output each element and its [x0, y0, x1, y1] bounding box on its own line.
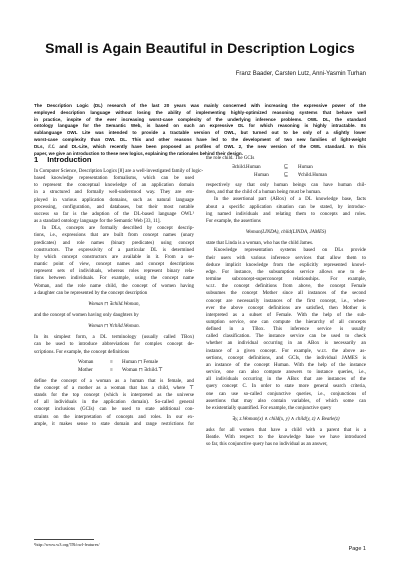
text-line: about a specific application situation can be stated, by introduc- [206, 204, 366, 210]
text-line: to represent the conceptual knowledge of an application domain [34, 183, 194, 189]
gci-row [206, 164, 366, 172]
text-line: an instance of the concept Human. With the help of the instance [206, 362, 366, 368]
definition-row [34, 367, 194, 375]
text-line: In Computer Science, Description Logics [8] are a well-investigated family of logic- [34, 169, 204, 174]
definition-rhs: Woman ⊓ ∃child.⊤ [122, 367, 163, 373]
text-line: define the concept of a woman as a human that is female, and [34, 378, 194, 384]
text-line: scriptions. For example, the concept definitions [34, 349, 130, 355]
text-line: Knowledge representation systems based on DLs provide [214, 248, 366, 254]
abstract-line: The Description Logic (DL) research of the last 20 years was mainly concerned with increasing the expressive power of the [34, 103, 366, 108]
text-line: called classification. The instance service can be used to check [206, 334, 366, 340]
text-line: can be used to introduce abbreviations for complex concept de- [34, 342, 194, 348]
section-heading [34, 155, 92, 164]
footnote: ¹http://www.w3.org/TR/owl-features/ [34, 542, 100, 547]
text-line: and the concept of women having only daughters by [34, 312, 139, 318]
gci-rhs: ∀child.Human [298, 173, 327, 179]
text-line: In its simplest form, a DL terminology (usually called TBox) [34, 335, 194, 341]
text-line: mantic point of view, concept names and concept descriptions [34, 262, 194, 268]
text-line: termine subconcept-superconcept relationships. For example, [206, 277, 366, 283]
gci-op: ⊑ [284, 165, 289, 171]
definition-op: ≡ [110, 367, 113, 373]
text-line: concept inclusions (GCIs) can be used to state additional con- [34, 407, 194, 413]
text-line: stands for the top concept (which is interpreted as the universe [34, 393, 194, 399]
text-line: Woman, and the role name child, the concept of women having [34, 283, 194, 289]
text-line: of all individuals in the application domain). So-called general [34, 400, 194, 406]
gci-block [206, 164, 366, 180]
text-line: based knowledge representation formalisms, which can be used [34, 176, 194, 182]
abstract [34, 103, 366, 157]
text-line: respectively say that only human beings can have human chil- [206, 183, 366, 189]
text-line: success so far is the adoption of the DL-based language OWL¹ [34, 211, 194, 217]
text-line: For example, the assertions [206, 218, 261, 224]
concept-definitions [34, 359, 194, 375]
text-line: edge. For instance, the subsumption service allows one to de- [206, 269, 366, 275]
abstract-line: paper, we give an introduction to these new logics, explaining the rationales behind their design. [34, 150, 243, 156]
text-line: ample, it makes sense to state domain and range restrictions for [34, 421, 194, 427]
text-line: dren, and that the child of a human being must be human. [206, 190, 322, 196]
text-line: w.r.t. the concept definitions from above, the concept Female [206, 284, 366, 290]
definition-lhs: Mother [78, 367, 93, 373]
text-line: Beatle. With respect to the knowledge base we have introduced [206, 435, 366, 441]
text-line: subsumes the concept Mother since all instances of the second [206, 291, 366, 297]
page-number: Page 1 [348, 546, 366, 552]
definition-row [34, 359, 194, 367]
section-title: Introduction [47, 155, 92, 164]
text-line: ever the above concept definitions are satisfied, then Mother is [206, 305, 366, 311]
gci-lhs: Human [254, 173, 269, 179]
text-line: their users with various inference services that allow them to [206, 255, 366, 261]
text-line: instance of a given concept. For example, w.r.t. the above as- [206, 348, 366, 354]
text-line: the concept of a mother as a woman that has a child, where ⊤ [34, 385, 194, 391]
formula: Woman ⊓ ∀child.Woman. [88, 324, 140, 330]
abstract-line: in practice, inspite of the ever increasing worst-case complexity of the underlying inference problems. OWL DL, the standard [34, 116, 366, 122]
text-line: whether an individual occurring in an ABox is necessarily an [206, 341, 366, 347]
text-line: be existentially quantified. For example, the conjunctive query [206, 405, 332, 411]
text-line: processing, configuration, and databases, but their most notable [34, 204, 194, 210]
text-line: query concept C. In order to state more general search criteria, [206, 384, 366, 390]
definition-rhs: Human ⊓ Female [122, 359, 159, 365]
gci-row [206, 172, 366, 180]
formula: ∃y, z.Woman(x) ∧ child(x, y) ∧ child(y, z) ∧ Beatle(z) [232, 417, 340, 422]
gci-rhs: Human [298, 165, 313, 171]
text-line: sertions, concept definitions, and GCIs, the individual JAMES is [206, 355, 366, 361]
text-line: sumption service, one can compute the hierarchy of all concepts [206, 319, 366, 325]
gci-lhs: ∃child.Human [232, 165, 261, 171]
text-line: tions, i.e., expressions that are built from concept names (unary [34, 233, 194, 239]
paper-authors: Franz Baader, Carsten Lutz, Anni-Yasmin Turhan [235, 71, 366, 77]
text-line: defined in a TBox. This inference service is usually [206, 327, 366, 333]
abstract-line: employed description language without losing the ability of implementing highly-optimized reasoning systems that behave well [34, 109, 366, 115]
text-line: In the assertional part (ABox) of a DL knowledge base, facts [214, 197, 366, 203]
footnote-rule [34, 539, 94, 540]
text-line: predicates) and role names (binary predicates) using concept [34, 240, 194, 246]
text-line: represent sets of individuals, whereas roles represent binary rela- [34, 269, 194, 275]
abstract-line: DLs, ℰℒ and DL-Lite, which recently have been proposed as profiles of OWL 2, the new version of the OWL standard. In this [34, 143, 366, 149]
text-line: interpreted as a subset of Female. With the help of the sub- [206, 312, 366, 318]
text-line: by which concept constructors are available in it. From a se- [34, 254, 194, 260]
paper-title: Small is Again Beautiful in Description Logics [45, 40, 355, 56]
gci-op: ⊑ [284, 173, 289, 179]
text-line: all individuals occurring in the ABox that are instances of the [206, 377, 366, 383]
text-line: constructors. The expressivity of a particular DL is determined [34, 247, 194, 253]
text-line: ing named individuals and relating them to concepts and roles. [206, 211, 366, 217]
text-line: assertions that may also contain variables, of which some can [206, 398, 366, 404]
text-line: In DLs, concepts are formally described by concept descrip- [42, 226, 194, 232]
definition-lhs: Woman [78, 359, 94, 365]
text-line: deduce implicit knowledge from the explicitly represented knowl- [206, 262, 366, 268]
right-column [206, 155, 366, 449]
formula: Woman(LINDA), child(LINDA, JAMES) [245, 230, 327, 236]
abstract-line: worst-case complexity than OWL DL. This and other reasons have led to the development of two new families of light-weight [34, 136, 366, 142]
text-line: as a standard ontology language for the Semantic Web [33, 11]. [34, 219, 161, 225]
text-line: a daughter can be represented by the concept description [34, 290, 148, 296]
left-column [34, 168, 204, 428]
text-line: ployed in various application domains, such as natural language [34, 197, 194, 203]
formula: Woman ⊓ ∃child.Woman, [88, 301, 140, 307]
text-line: service, one can also compute answers to instance queries, i.e., [206, 370, 366, 376]
text-line: straints on the interpretation of concepts and roles. In our ex- [34, 414, 194, 420]
text-line: state that Linda is a woman, who has the child James. [206, 241, 314, 247]
text-line: one can use so-called conjunctive queries, i.e., conjunctions of [206, 391, 366, 397]
text-line: the role child. The GCIs [206, 156, 255, 161]
abstract-line: sublanguage OWL Lite was intended to provide a tractable version of OWL, but turned out to be only of a slightly lower [34, 130, 366, 136]
section-number: 1 [34, 155, 39, 164]
definition-op: ≡ [110, 359, 113, 365]
text-line: tions between individuals. For example, using the concept name [34, 276, 194, 282]
text-line: in a structured and formally well-understood way. They are em- [34, 190, 194, 196]
abstract-line: ontology language for the Semantic Web, is based on such an expressive DL for which reasoning is highly intractable. Its [34, 123, 366, 129]
text-line: asks for all women that have a child with a parent that is a [206, 428, 366, 434]
text-line: concept are necessarily instances of the first concept, i.e., when- [206, 298, 366, 304]
text-line: so far, this conjunctive query has no individual as an answer, [206, 442, 328, 448]
